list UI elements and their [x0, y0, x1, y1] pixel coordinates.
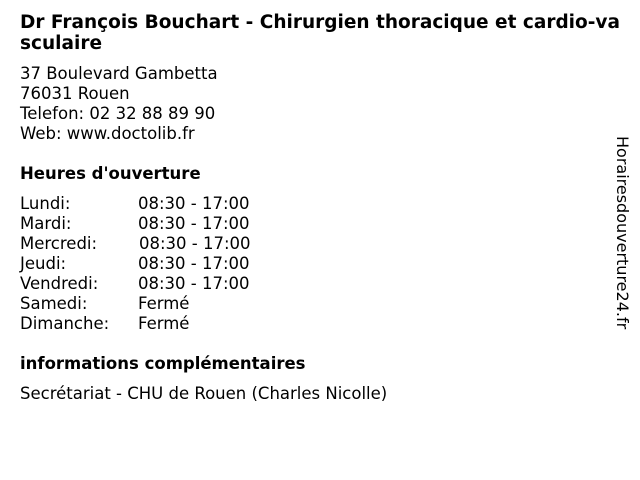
site-watermark: Horairesdouverture24.fr	[613, 136, 632, 330]
additional-info-heading: informations complémentaires	[20, 354, 306, 373]
additional-info-text: Secrétariat - CHU de Rouen (Charles Nicolle)	[20, 384, 388, 403]
day-label: Mercredi:	[20, 234, 98, 253]
time-value: 08:30 - 17:00	[138, 254, 250, 273]
time-value: 08:30 - 17:00	[138, 194, 250, 213]
day-label: Dimanche:	[20, 314, 110, 333]
time-value: 08:30 - 17:00	[138, 274, 250, 293]
address-block	[20, 64, 218, 144]
website: Web: www.doctolib.fr	[20, 124, 195, 143]
day-label: Lundi:	[20, 194, 71, 213]
day-label: Mardi:	[20, 214, 72, 233]
street-address: 37 Boulevard Gambetta	[20, 64, 218, 83]
phone-number: Telefon: 02 32 88 89 90	[20, 104, 216, 123]
page-title: Dr François Bouchart - Chirurgien thoracique et cardio-vasculaire	[20, 12, 620, 54]
day-label: Vendredi:	[20, 274, 99, 293]
day-label: Jeudi:	[20, 254, 67, 273]
opening-hours-heading: Heures d'ouverture	[20, 164, 201, 183]
time-value: 08:30 - 17:00	[138, 214, 250, 233]
day-label: Samedi:	[20, 294, 88, 313]
time-value: 08:30 - 17:00	[139, 234, 251, 253]
time-value: Fermé	[138, 314, 190, 333]
time-value: Fermé	[138, 294, 190, 313]
city-postcode: 76031 Rouen	[20, 84, 130, 103]
